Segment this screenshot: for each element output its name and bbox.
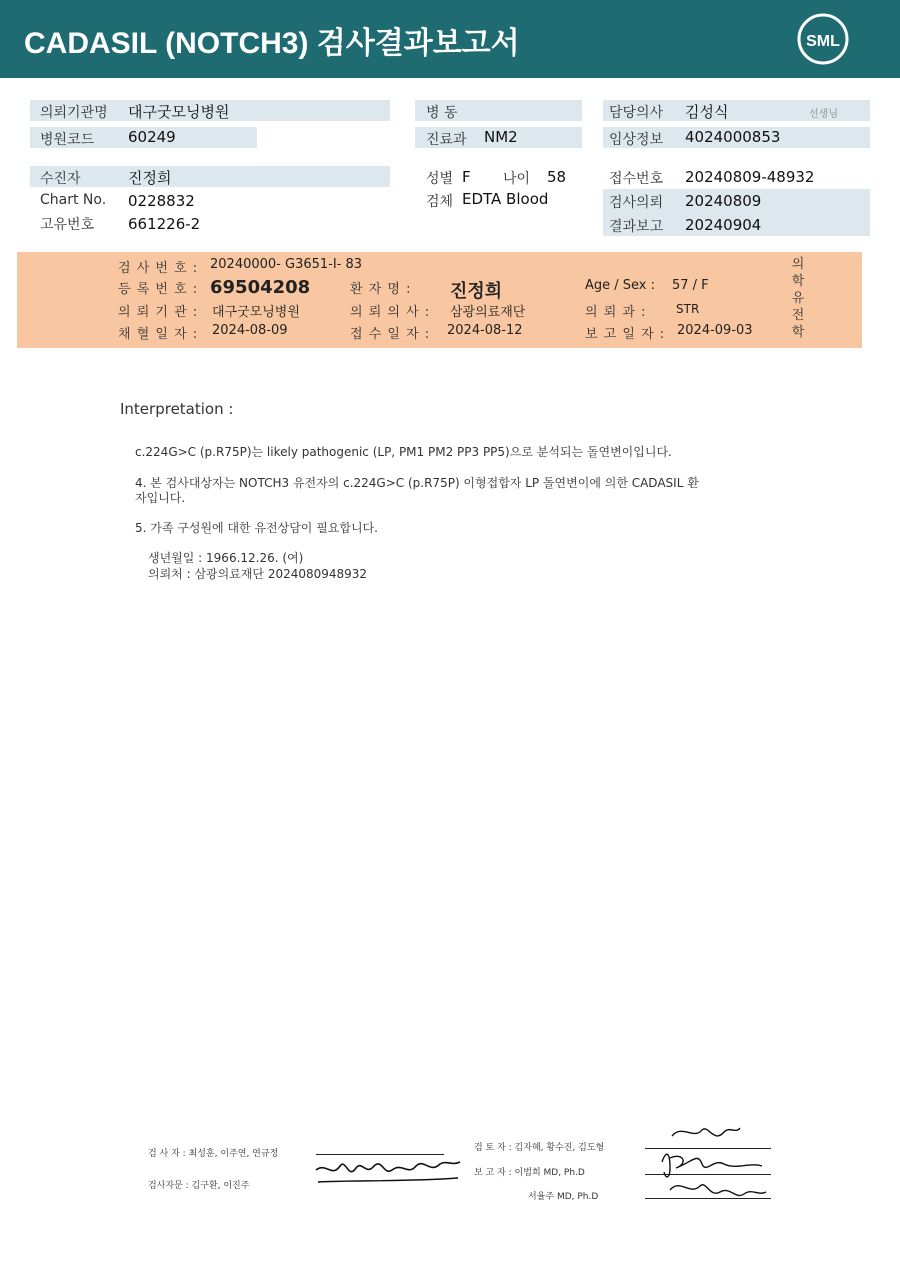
- dept-label: 진료과: [426, 132, 467, 148]
- receive-label: 접 수 일 자 :: [350, 327, 431, 342]
- advisors: 검사자문 : 김구환, 이진주: [148, 1181, 250, 1191]
- sex-label: 성별: [426, 171, 454, 187]
- hospital-value: 대구굿모닝병원: [128, 103, 230, 121]
- age-value: 58: [547, 168, 567, 186]
- request-label: 검사의뢰: [609, 195, 664, 211]
- id-value: 661226-2: [128, 215, 201, 233]
- agesex-label: Age / Sex :: [585, 278, 656, 293]
- report-date-value: 20240904: [685, 216, 762, 234]
- specimen-label: 검체: [426, 194, 454, 210]
- collect-value: 2024-08-09: [212, 323, 288, 338]
- logo-text: SML: [806, 33, 840, 50]
- chart-value: 0228832: [128, 192, 195, 210]
- interpretation-line-4a: 4. 본 검사대상자는 NOTCH3 유전자의 c.224G>C (p.R75P) 이형접합자 LP 돌연변이에 의한 CADASIL 환: [135, 476, 699, 490]
- test-no-value: 20240000- G3651-I- 83: [210, 257, 363, 272]
- chart-label: Chart No.: [40, 192, 107, 208]
- hospital-code-label: 병원코드: [40, 132, 95, 148]
- inst-label: 의 뢰 기 관 :: [118, 305, 199, 320]
- interpretation-line-5: 5. 가족 구성원에 대한 유전상담이 필요합니다.: [135, 521, 378, 535]
- interpretation-line-4b: 자입니다.: [135, 491, 186, 505]
- req-doctor-value: 삼광의료재단: [450, 305, 526, 320]
- req-doctor-label: 의 뢰 의 사 :: [350, 305, 431, 320]
- reviewers: 검 토 자 : 김자혜, 황수진, 김도형: [474, 1143, 605, 1153]
- doctor-suffix: 선생님: [809, 109, 838, 120]
- tester-signature: [312, 1152, 464, 1188]
- sml-logo: [796, 12, 850, 66]
- ward-label: 병 동: [426, 105, 458, 121]
- reporter-second: 서율주 MD, Ph.D: [528, 1192, 599, 1202]
- inst-value: 대구굿모닝병원: [212, 305, 300, 320]
- patient-row-bg: [30, 166, 390, 187]
- test-no-label: 검 사 번 호 :: [118, 261, 199, 276]
- report-title: CADASIL (NOTCH3) 검사결과보고서: [24, 27, 520, 60]
- request-value: 20240809: [685, 192, 762, 210]
- doctor-value: 김성식: [685, 103, 729, 121]
- sex-value: F: [462, 168, 471, 186]
- dept-value: NM2: [484, 128, 518, 146]
- req-dept-value: STR: [676, 302, 700, 316]
- receipt-label: 접수번호: [609, 171, 664, 187]
- receipt-value: 20240809-48932: [685, 168, 815, 186]
- agesex-value: 57 / F: [672, 278, 709, 293]
- hospital-code-value: 60249: [128, 128, 176, 146]
- patient-value: 진정희: [128, 169, 172, 187]
- age-label: 나이: [503, 171, 531, 187]
- birth-date: 생년월일 : 1966.12.26. (여): [148, 551, 304, 565]
- patient-label: 수진자: [40, 171, 81, 187]
- reg-no-value: 69504208: [210, 277, 311, 298]
- band-report-label: 보 고 일 자 :: [585, 327, 666, 342]
- reg-no-label: 등 록 번 호 :: [118, 282, 199, 297]
- band-patient-value: 진정희: [450, 281, 503, 302]
- testers: 검 사 자 : 최성훈, 이주연, 연규정: [148, 1149, 279, 1159]
- report-date-label: 결과보고: [609, 219, 664, 235]
- department-vertical-label: 의 학 유 전 학: [791, 257, 805, 340]
- interpretation-line-variant: c.224G>C (p.R75P)는 likely pathogenic (LP, PM1 PM2 PP3 PP5)으로 분석되는 돌연변이입니다.: [135, 445, 672, 459]
- band-patient-label: 환 자 명 :: [350, 282, 412, 297]
- doctor-label: 담당의사: [609, 105, 664, 121]
- reviewer-reporter-signatures: [640, 1122, 780, 1206]
- id-label: 고유번호: [40, 217, 95, 233]
- specimen-value: EDTA Blood: [462, 190, 549, 208]
- band-report-value: 2024-09-03: [677, 323, 753, 338]
- collect-label: 채 혈 일 자 :: [118, 327, 199, 342]
- clinical-value: 4024000853: [685, 128, 781, 146]
- interpretation-title: Interpretation :: [120, 400, 234, 418]
- req-dept-label: 의 뢰 과 :: [585, 305, 647, 320]
- referral-source: 의뢰처 : 삼광의료재단 2024080948932: [148, 567, 368, 581]
- reporter: 보 고 자 : 이범희 MD, Ph.D: [474, 1168, 585, 1178]
- clinical-label: 임상정보: [609, 132, 664, 148]
- hospital-label: 의뢰기관명: [40, 105, 108, 121]
- receive-value: 2024-08-12: [447, 323, 523, 338]
